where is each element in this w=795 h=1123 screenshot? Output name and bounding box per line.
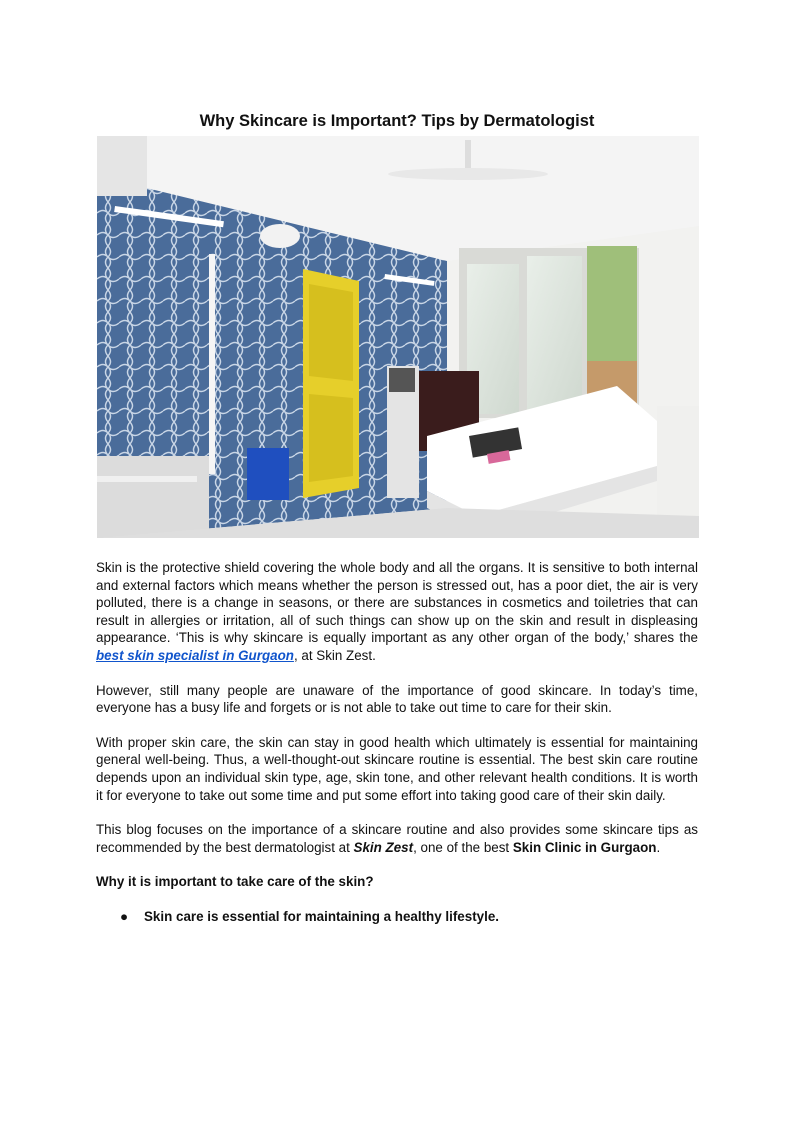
section-heading: Why it is important to take care of the skin? (96, 874, 374, 890)
paragraph-intro: Skin is the protective shield covering the whole body and all the organs. It is sensitive to both internal and external factors which means whether the person is stressed out, has a poor diet, the air is very polluted, there is a change in seasons, or there are substances in cosmetics and toiletries that can result in allergies or irritation, all of such things can show up on the skin and result in displeasing appearance. ‘This is why skincare is equally important as any other organ of the body,’ shares the best skin specialist in Gurgaon, at Skin Zest. (96, 560, 698, 663)
page-title: Why Skincare is Important? Tips by Dermatologist (199, 112, 595, 130)
bullet-list (96, 908, 698, 926)
brand-name: Skin Zest (353, 839, 414, 855)
clinic-name: Skin Clinic in Gurgaon (512, 839, 657, 855)
list-item: ● Skin care is essential for maintaining a healthy lifestyle. (120, 908, 499, 924)
best-skin-specialist-link[interactable]: best skin specialist in Gurgaon (96, 647, 294, 663)
bullet-icon: ● (120, 908, 129, 924)
paragraph-blog-focus: This blog focuses on the importance of a skincare routine and also provides some skincare tips as recommended by the best dermatologist at Skin Zest, one of the best Skin Clinic in Gurgaon. (96, 822, 698, 855)
clinic-room-photo (97, 136, 699, 538)
paragraph-awareness: However, still many people are unaware of the importance of good skincare. In today’s time, everyone has a busy life and forgets or is not able to take out time to care for their skin. (96, 682, 698, 716)
article-body (96, 559, 698, 926)
paragraph-routine: With proper skin care, the skin can stay in good health which ultimately is essential for maintaining general well-being. Thus, a well-thought-out skincare routine is essential. The best skin care routine depends upon an individual skin type, age, skin tone, and other relevant health conditions. It is worth it for everyone to take out some time and put some effort into taking good care of their skin daily. (96, 734, 698, 803)
